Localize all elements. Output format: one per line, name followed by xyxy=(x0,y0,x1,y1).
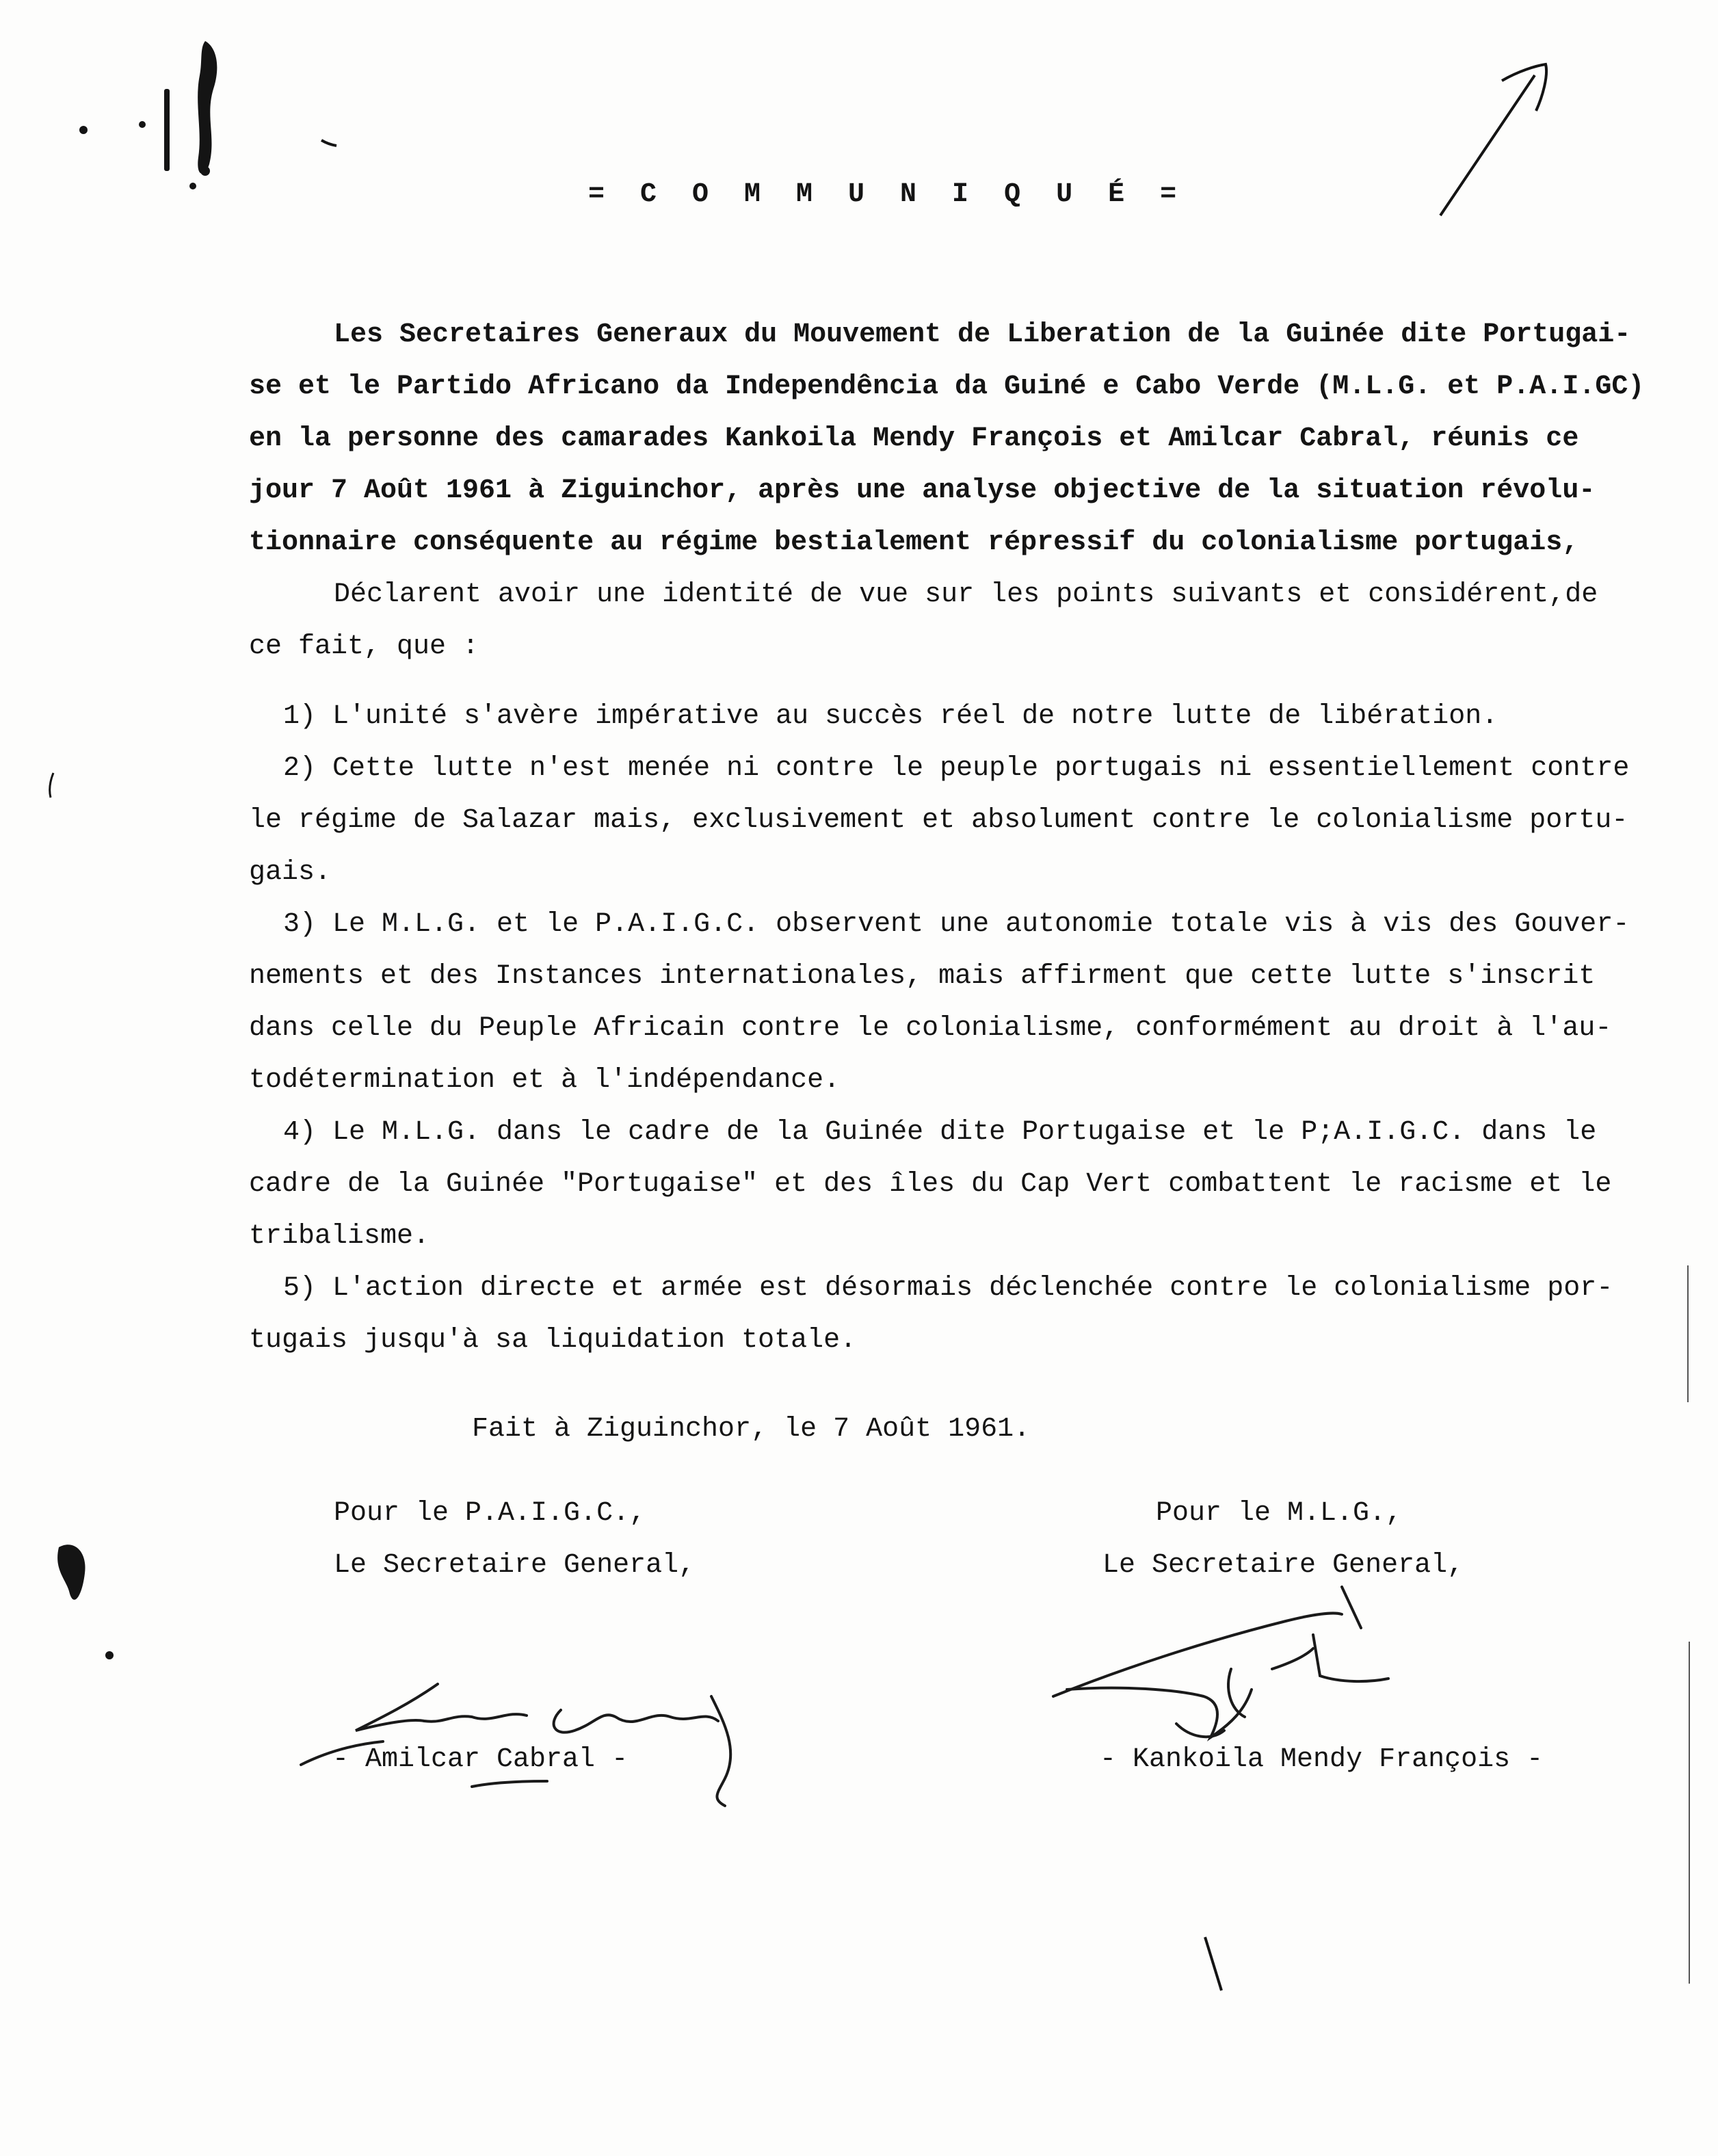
signatory-mlg-name: - Kankoila Mendy François - xyxy=(1100,1744,1544,1775)
document-title: = C O M M U N I Q U É = xyxy=(588,179,1187,210)
ink-blot xyxy=(79,41,336,189)
point-4-line: 4) Le M.L.G. dans le cadre de la Guinée dite Portugaise et le P;A.I.G.C. dans le xyxy=(283,1117,1597,1148)
point-5-line: tugais jusqu'à sa liquidation totale. xyxy=(249,1325,857,1356)
place-date: Fait à Ziguinchor, le 7 Août 1961. xyxy=(472,1414,1031,1445)
point-3-line: nements et des Instances internationales, mais affirment que cette lutte s'inscrit xyxy=(249,961,1596,992)
signatory-paigc-for: Pour le P.A.I.G.C., xyxy=(334,1498,646,1529)
signatory-paigc-name: - Amilcar Cabral - xyxy=(332,1744,629,1775)
margin-blot xyxy=(57,1544,85,1600)
signatory-paigc-role: Le Secretaire General, xyxy=(334,1550,696,1581)
signatory-mlg-for: Pour le M.L.G., xyxy=(1156,1498,1403,1529)
point-2-line: gais. xyxy=(249,857,332,888)
point-4-line: cadre de la Guinée "Portugaise" et des îles du Cap Vert combattent le racisme et le xyxy=(249,1169,1612,1200)
intro-line: tionnaire conséquente au régime bestialement répressif du colonialisme portugais, xyxy=(249,527,1579,558)
point-4-line: tribalisme. xyxy=(249,1221,430,1252)
point-3-line: todétermination et à l'indépendance. xyxy=(249,1065,841,1096)
signatory-mlg-role: Le Secretaire General, xyxy=(1102,1550,1464,1581)
point-2-line: le régime de Salazar mais, exclusivement et absolument contre le colonialisme portu- xyxy=(249,805,1628,836)
point-3-line: dans celle du Peuple Africain contre le colonialisme, conformément au droit à l'au- xyxy=(249,1013,1612,1044)
intro-line: Les Secretaires Generaux du Mouvement de Liberation de la Guinée dite Portugai- xyxy=(334,319,1631,350)
point-2-line: 2) Cette lutte n'est menée ni contre le peuple portugais ni essentiellement contre xyxy=(283,753,1630,784)
point-3-line: 3) Le M.L.G. et le P.A.I.G.C. observent une autonomie totale vis à vis des Gouver- xyxy=(283,909,1630,940)
point-5-line: 5) L'action directe et armée est désormais déclenchée contre le colonialisme por- xyxy=(283,1273,1613,1304)
declare-line: Déclarent avoir une identité de vue sur les points suivants et considérent,de xyxy=(334,579,1598,610)
intro-line: jour 7 Août 1961 à Ziguinchor, après une analyse objective de la situation révolu- xyxy=(249,475,1596,506)
point-1-line: 1) L'unité s'avère impérative au succès réel de notre lutte de libération. xyxy=(283,701,1498,732)
intro-line: en la personne des camarades Kankoila Mendy François et Amilcar Cabral, réunis ce xyxy=(249,423,1579,454)
signature-mendy xyxy=(1053,1587,1388,1737)
declare-line: ce fait, que : xyxy=(249,631,479,662)
pen-mark xyxy=(1440,64,1546,215)
intro-line: se et le Partido Africano da Independência da Guiné e Cabo Verde (M.L.G. et P.A.I.GC) xyxy=(249,371,1645,402)
